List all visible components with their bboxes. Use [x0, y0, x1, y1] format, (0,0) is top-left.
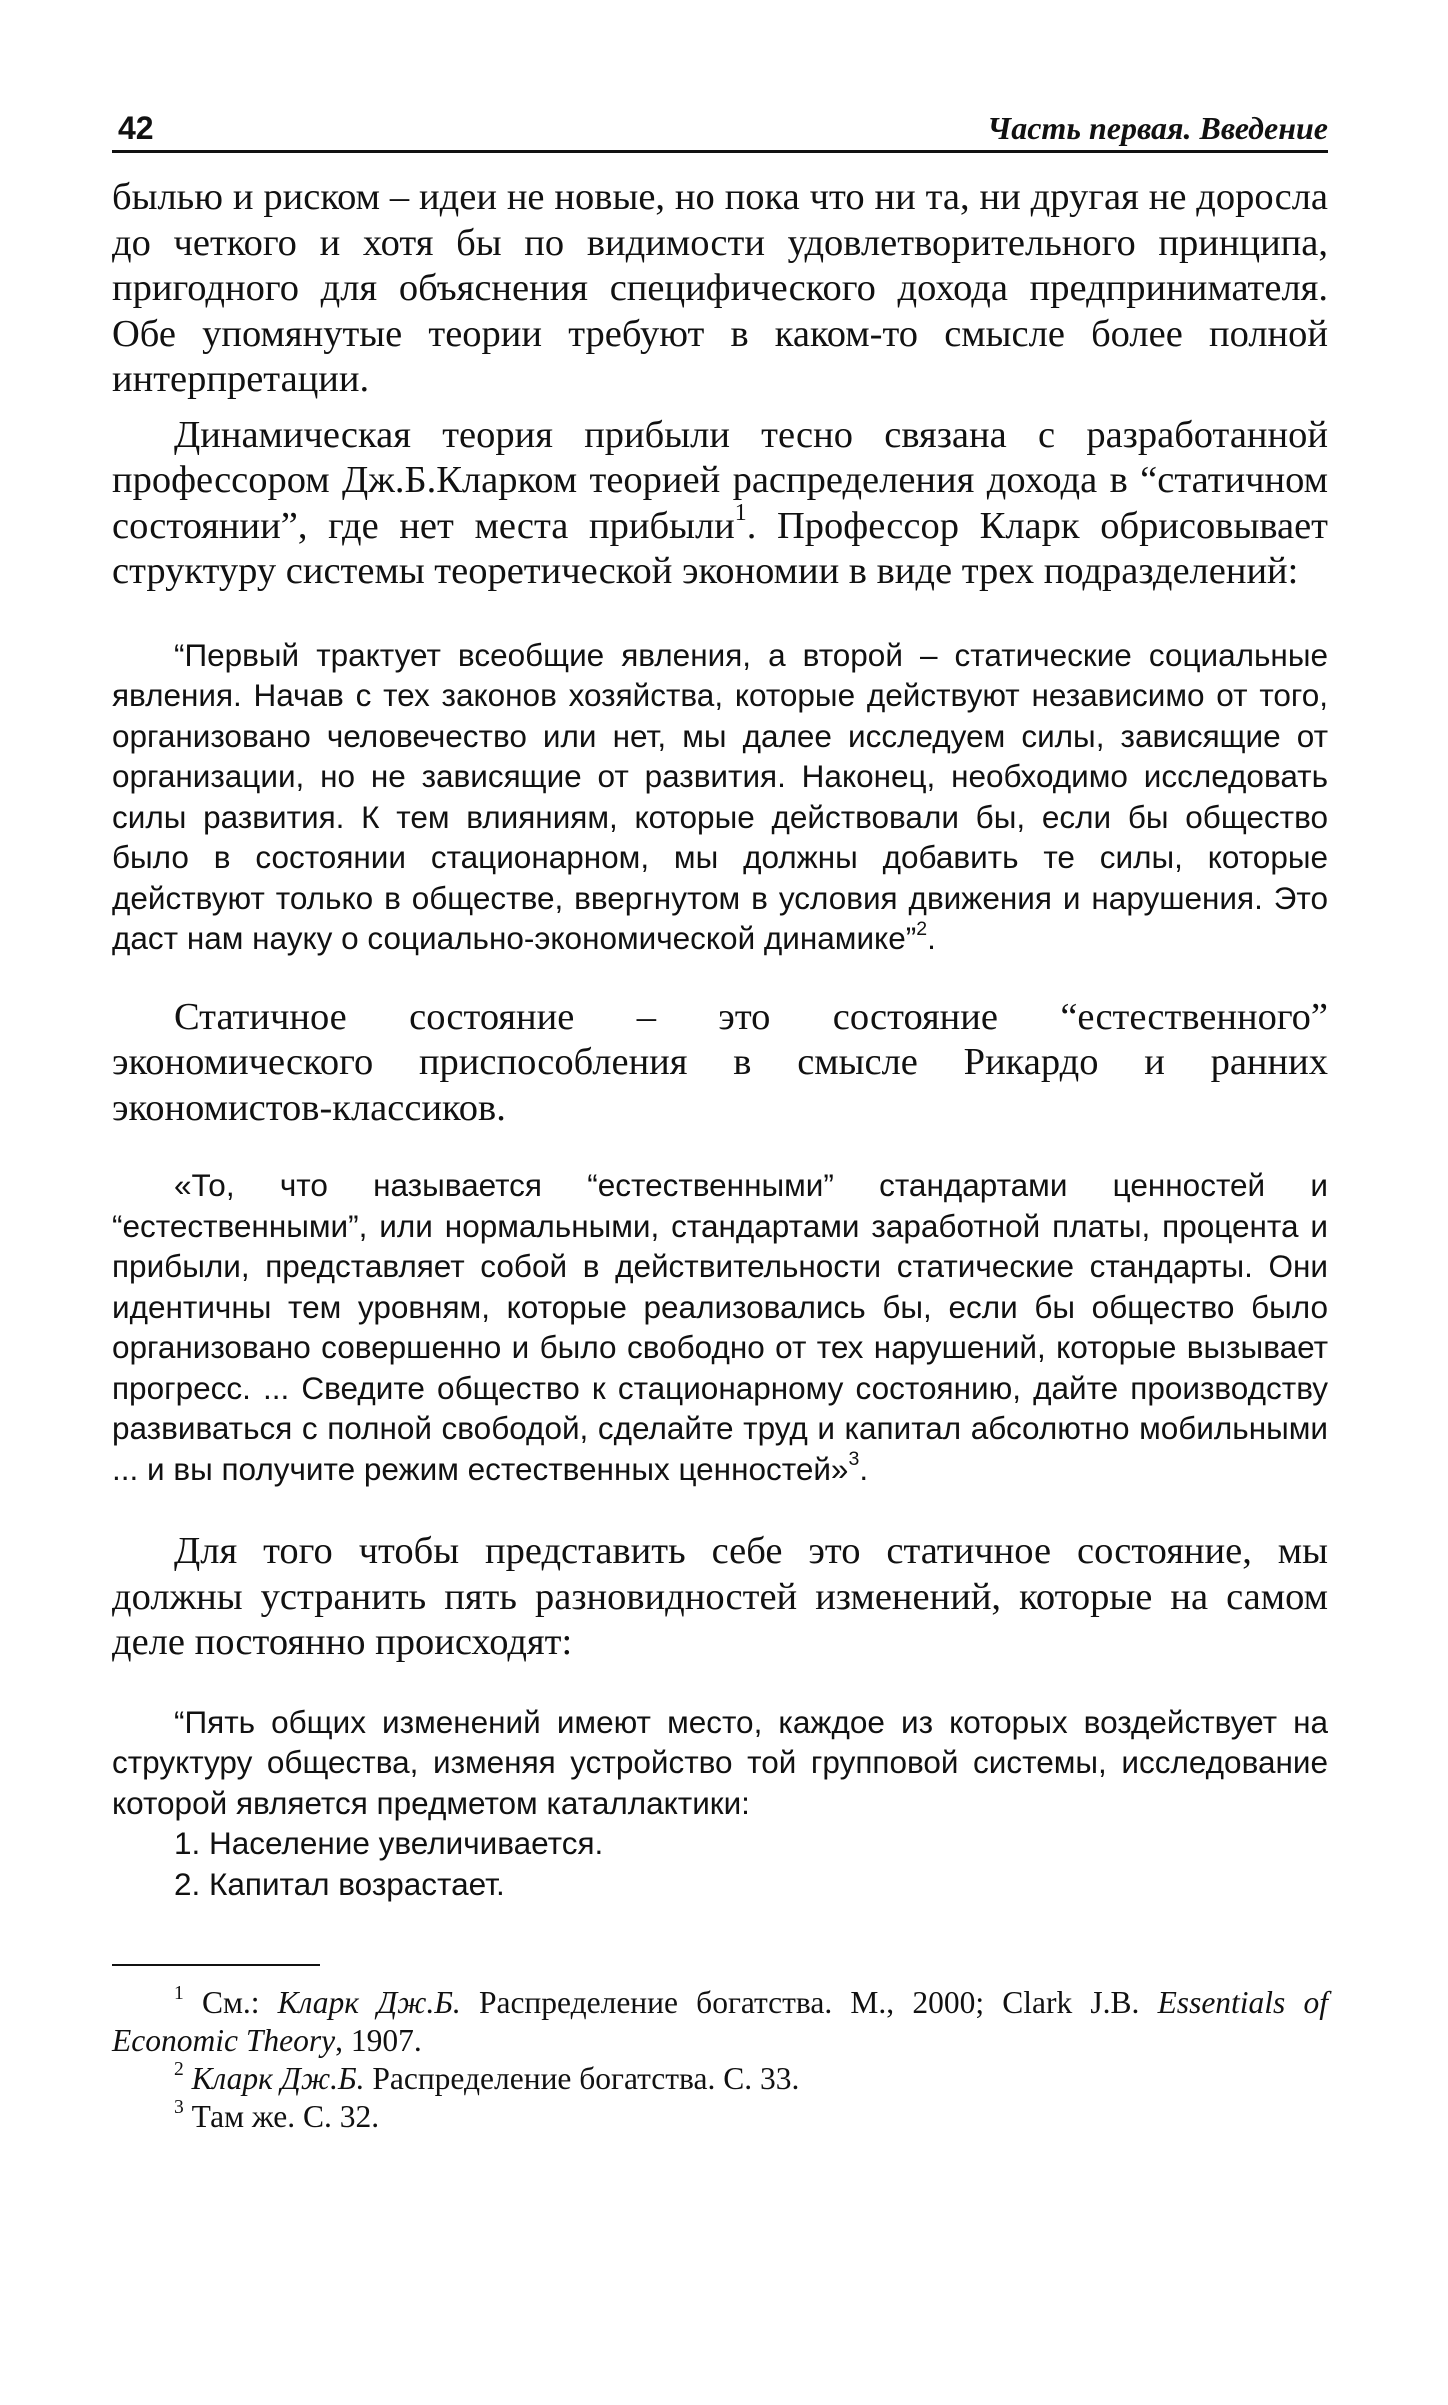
quote-1: “Первый трактует всеобщие явления, а второй – статические социальные явления. Начав с тех законов хозяйства, которые действуют независимо от того, организовано человечество или нет, мы далее исследуем силы, зависящие от организации, но не зависящие от развития. Наконец, необходимо исследовать силы развития. К тем влияниям, которые действовали бы, если бы общество было в состоянии стационарном, мы должны добавить те силы, которые действуют только в обществе, ввергнутом в условия движения и нарушения. Это даст нам науку о социально-экономической динамике”$^2$. [112, 636, 1328, 956]
footnote-ref-3: 3 [848, 1448, 860, 1471]
footnote-ref-1: 1 [734, 500, 747, 527]
paragraph-2: Динамическая теория прибыли тесно связана с разработанной профессором Дж.Б.Кларком теорией распределения дохода в “статичном состоянии”, где нет места прибыли$^1$. Профессор Кларк обрисовывает структуру системы теоретической экономии в виде трех подразделений: [112, 413, 1328, 592]
quote-2: «То, что называется “естественными” стандартами ценностей и “естественными”, или нормальными, стандартами заработной платы, процента и прибыли, представляет собой в действительности статические стандарты. Они идентичны тем уровням, которые реализовались бы, если бы общество было организовано совершенно и было свободно от тех нарушений, которые вызывает прогресс. ... Сведите общество к стационарному состоянию, дайте производству развиваться с полной свободой, сделайте труд и капитал абсолютно мобильными ... и вы получите режим естественных ценностей»$^3$. [112, 1167, 1328, 1487]
list-item: 1. Население увеличивается. [174, 1825, 604, 1861]
footnote-ref-2: 2 [916, 917, 928, 940]
footnote-rule [112, 1964, 320, 1966]
footnote-1: $^1$ См.: Кларк Дж.Б. Распределение богатства. М., 2000; Clark J.B. Essentials of Economic Theory, 1907. [112, 1982, 1328, 2058]
footnote-3: $^3$ Там же. С. 32. [174, 2096, 380, 2134]
paragraph-1: былью и риском – идеи не новые, но пока что ни та, ни другая не доросла до четкого и хотя бы по видимости удовлетворительного принципа, пригодного для объяснения специфического дохода предпринимателя. Обе упомянутые теории требуют в каком-то смысле более полной интерпретации. [112, 176, 1328, 400]
page-header [112, 92, 1328, 153]
paragraph-4: Для того чтобы представить себе это статичное состояние, мы должны устранить пять разновидностей изменений, которые на самом деле постоянно происходят: [112, 1530, 1328, 1663]
page [112, 92, 1328, 2136]
running-head: Часть первая. Введение [987, 110, 1328, 146]
footnote-2: $^2$ Кларк Дж.Б. Распределение богатства. С. 33. [174, 2058, 800, 2096]
paragraph-3: Статичное состояние – это состояние “естественного” экономического приспособления в смысле Рикардо и ранних экономистов-классиков. [112, 995, 1328, 1129]
quote-3: “Пять общих изменений имеют место, каждое из которых воздействует на структуру общества, изменяя устройство той групповой системы, исследование которой является предметом каталлактики: [112, 1703, 1328, 1821]
list-item: 2. Капитал возрастает. [174, 1865, 505, 1902]
page-number: 42 [118, 110, 154, 146]
